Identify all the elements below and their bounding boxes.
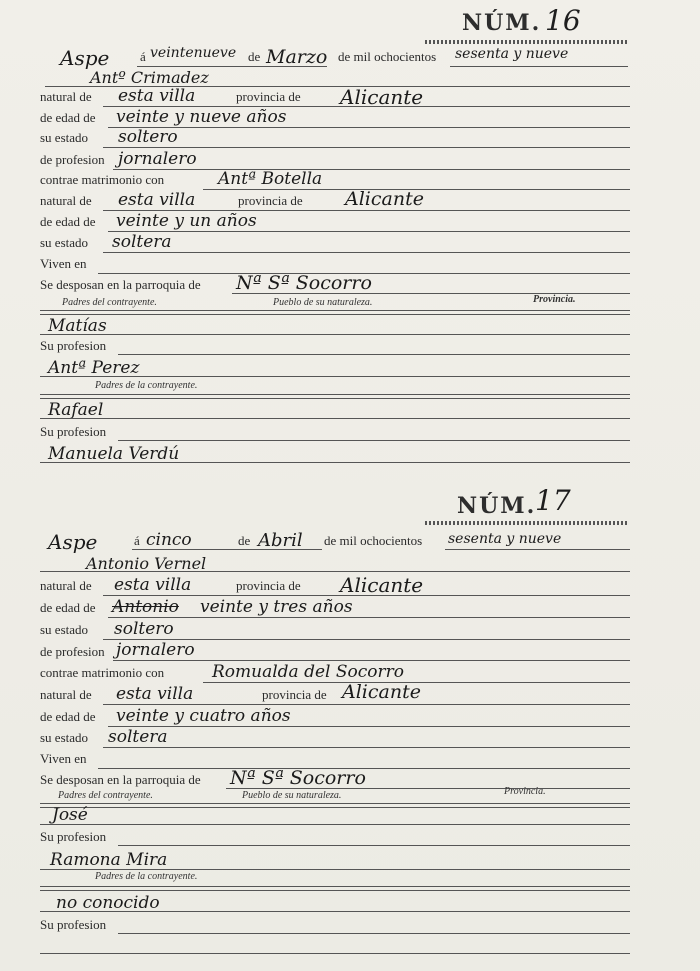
parroquia: Nª Sª Socorro [236,272,372,294]
bride-estado: soltera [112,232,172,252]
groom-estado-label: su estado [40,130,89,145]
groom-provincia: Alicante [340,573,424,597]
groom-edad: veinte y tres años [200,597,353,617]
groom-natural-label: natural de [40,578,92,593]
pueblo-label: Pueblo de su naturaleza. [273,297,373,308]
record-number-value: 17 [535,484,571,517]
groom-father: Matías [48,316,107,336]
groom-profesion-label: de profesion [40,644,105,659]
town: Aspe [60,46,110,70]
date-a-label: á [134,533,140,548]
date-de-label: de [248,49,261,64]
provincia-col-label: Provincia. [504,786,546,797]
bride-provincia-label: provincia de [262,687,327,702]
date-a-label: á [140,49,146,64]
viven-label: Viven en [40,751,87,766]
groom-father-profesion-label: Su profesion [40,829,107,844]
bride-edad-label: de edad de [40,214,96,229]
bride-name: Romualda del Socorro [212,662,405,682]
date-de-label: de [238,533,251,548]
viven-label: Viven en [40,256,87,271]
bride-estado-label: su estado [40,235,89,250]
bride-estado-label: su estado [40,730,89,745]
groom-natural-label: natural de [40,89,92,104]
parroquia-label: Se desposan en la parroquia de [40,772,201,787]
groom-natural: esta villa [114,575,192,595]
bride-natural: esta villa [118,190,196,210]
groom-estado: soltero [118,127,178,147]
parroquia: Nª Sª Socorro [230,767,366,789]
padres-contrayente-label: Padres del contrayente. [62,297,157,308]
date-day: cinco [146,530,192,550]
bride-edad: veinte y cuatro años [116,706,291,726]
date-mil-label: de mil ochocientos [324,533,423,548]
padres-contrayenta-label: Padres de la contrayente. [95,871,198,882]
bride-natural: esta villa [116,684,194,704]
contrae-label: contrae matrimonio con [40,665,165,680]
groom-edad-struck: Antonio [112,597,179,617]
provincia-col-label: Provincia. [533,294,576,305]
bride-natural-label: natural de [40,687,92,702]
groom-father: José [52,805,88,825]
bride-edad-label: de edad de [40,709,96,724]
bride-natural-label: natural de [40,193,92,208]
bride-father: no conocido [56,893,160,913]
contrae-label: contrae matrimonio con [40,172,165,187]
groom-edad-label: de edad de [40,600,96,615]
groom-edad-label: de edad de [40,110,96,125]
bride-mother: Manuela Verdú [48,444,180,464]
date-month: Abril [258,530,303,551]
groom-estado-label: su estado [40,622,89,637]
groom-provincia-label: provincia de [236,578,301,593]
groom-mother: Ramona Mira [50,850,168,870]
bride-provincia: Alicante [345,188,424,210]
groom-natural: esta villa [118,86,196,106]
bride-father-profesion-label: Su profesion [40,424,107,439]
padres-contrayenta-label: Padres de la contrayente. [95,380,198,391]
groom-provincia-label: provincia de [236,89,301,104]
bride-edad: veinte y un años [116,211,257,231]
date-year: sesenta y nueve [455,46,569,62]
groom-name: Antº Crimadez [90,68,209,87]
padres-contrayente-label: Padres del contrayente. [58,790,153,801]
header-rule [425,40,628,44]
groom-profesion: jornalero [118,149,197,169]
date-year: sesenta y nueve [448,531,562,547]
groom-edad: veinte y nueve años [116,107,287,127]
bride-provincia-label: provincia de [238,193,303,208]
groom-father-profesion-label: Su profesion [40,338,107,353]
bride-name: Antª Botella [218,169,323,189]
date-mil-label: de mil ochocientos [338,49,437,64]
date-month: Marzo [266,46,328,68]
groom-name: Antonio Vernel [86,554,207,573]
bride-provincia: Alicante [342,681,421,703]
groom-profesion-label: de profesion [40,152,105,167]
town: Aspe [48,530,98,554]
date-day: veintenueve [150,45,237,61]
parroquia-label: Se desposan en la parroquia de [40,277,201,292]
bride-father: Rafael [48,400,104,420]
record-number-value: 16 [545,4,581,37]
pueblo-label: Pueblo de su naturaleza. [242,790,342,801]
record-number-label: NÚM. [457,493,537,519]
header-rule [425,521,628,525]
groom-provincia: Alicante [340,85,424,109]
bride-estado: soltera [108,727,168,747]
groom-mother: Antª Perez [48,358,140,378]
groom-profesion: jornalero [116,640,195,660]
groom-estado: soltero [114,619,174,639]
record-number-label: NÚM. [462,10,542,36]
bride-father-profesion-label: Su profesion [40,917,107,932]
